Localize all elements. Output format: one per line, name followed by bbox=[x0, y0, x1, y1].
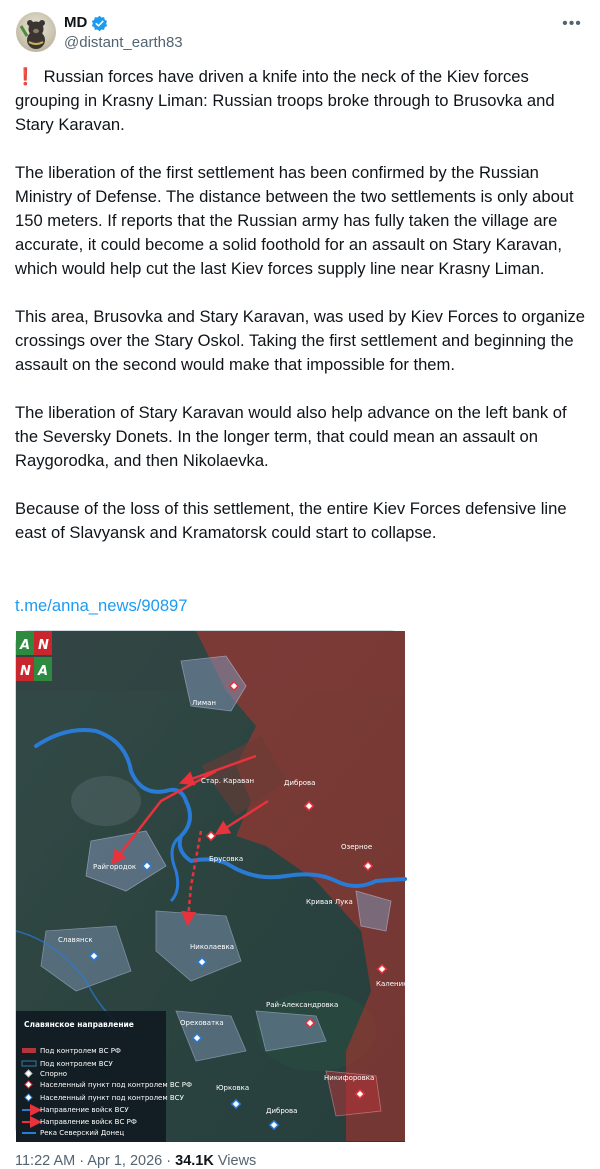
map-graphic bbox=[16, 631, 412, 1142]
views-label: Views bbox=[213, 1153, 257, 1169]
svg-text:Направление войск ВС РФ: Направление войск ВС РФ bbox=[40, 1118, 137, 1126]
verified-badge-icon bbox=[91, 15, 108, 32]
svg-text:Направление войск ВСУ: Направление войск ВСУ bbox=[40, 1106, 129, 1114]
name-row bbox=[64, 13, 108, 33]
label-krivaya-luka: Кривая Лука bbox=[306, 898, 353, 906]
legend-title: Славянское направление bbox=[24, 1020, 134, 1029]
label-brusovka: Брусовка bbox=[209, 855, 244, 863]
label-liman: Лиман bbox=[192, 699, 216, 707]
label-slavyansk: Славянск bbox=[58, 936, 93, 944]
more-options-icon[interactable]: ••• bbox=[562, 15, 582, 32]
avatar[interactable] bbox=[16, 12, 56, 52]
views-count: 34.1K bbox=[175, 1153, 214, 1169]
label-nikiforovka: Никифоровка bbox=[324, 1074, 375, 1082]
svg-text:N: N bbox=[38, 638, 49, 653]
tweet-header bbox=[16, 12, 584, 56]
svg-text:A: A bbox=[20, 638, 31, 653]
tweet-paragraph-5: Because of the loss of this settlement, the entire Kiev Forces defensive line east of Slavyansk and Kramatorsk could start to collapse. bbox=[15, 499, 567, 542]
svg-text:Река Северский Донец: Река Северский Донец bbox=[40, 1129, 125, 1137]
svg-text:Населенный пункт под контролем: Населенный пункт под контролем ВСУ bbox=[40, 1094, 184, 1102]
timestamp[interactable]: 11:22 AM · Apr 1, 2026 · bbox=[15, 1153, 176, 1169]
label-ozernoe: Озерное bbox=[341, 843, 373, 851]
svg-text:Под контролем ВС РФ: Под контролем ВС РФ bbox=[40, 1047, 121, 1055]
label-raygorodok: Райгородок bbox=[93, 863, 137, 871]
exclamation-icon: ❗ bbox=[15, 67, 36, 86]
label-dibrova-bottom: Диброва bbox=[266, 1107, 298, 1115]
tweet-footer bbox=[15, 1153, 256, 1169]
display-name[interactable]: MD bbox=[64, 14, 88, 31]
tweet-paragraph-2: The liberation of the first settlement has been confirmed by the Russian Ministry of Defense. The distance between the two settlements is only about 150 meters. If reports that the Russian army has fully taken the village are accurate, it could become a solid foothold for an assault on Stary Karavan, which would help cut the last Kiev forces supply line near Krasny Liman. bbox=[15, 163, 574, 278]
user-handle[interactable]: @distant_earth83 bbox=[64, 34, 183, 51]
tweet-paragraph-1: ❗ Russian forces have driven a knife into the neck of the Kiev forces grouping in Krasny Liman: Russian troops broke through to Brusovka and Stary Karavan. bbox=[15, 67, 555, 134]
label-yurkovka: Юрковка bbox=[216, 1084, 250, 1092]
tweet-paragraph-4: The liberation of Stary Karavan would also help advance on the left bank of the Seversky Donets. In the longer term, that could mean an assault on Raygorodka, and then Nikolaevka. bbox=[15, 403, 567, 470]
svg-text:A: A bbox=[38, 664, 49, 679]
map-image[interactable] bbox=[15, 630, 412, 1141]
label-nikolaevka: Николаевка bbox=[190, 943, 235, 951]
svg-text:N: N bbox=[20, 664, 31, 679]
label-star-karavan: Стар. Караван bbox=[201, 777, 255, 785]
telegram-link[interactable]: t.me/anna_news/90897 bbox=[15, 596, 188, 615]
label-kaleniki: Каленики bbox=[376, 980, 412, 988]
svg-text:Под контролем ВСУ: Под контролем ВСУ bbox=[40, 1060, 113, 1068]
avatar-bear-icon bbox=[16, 12, 56, 52]
label-orekhovatka: Ореховатка bbox=[180, 1019, 224, 1027]
svg-text:Спорно: Спорно bbox=[40, 1070, 68, 1078]
svg-text:Населенный пункт под контролем: Населенный пункт под контролем ВС РФ bbox=[40, 1081, 193, 1089]
tweet-text bbox=[15, 65, 587, 569]
label-ray-aleksandrovka: Рай-Александровка bbox=[266, 1001, 339, 1009]
map-legend bbox=[16, 1011, 192, 1142]
label-dibrova-top: Диброва bbox=[284, 779, 316, 787]
tweet-paragraph-3: This area, Brusovka and Stary Karavan, was used by Kiev Forces to organize crossings over the Stary Oskol. Taking the first settlement and beginning the assault on the second would make that impossible for them. bbox=[15, 307, 585, 374]
